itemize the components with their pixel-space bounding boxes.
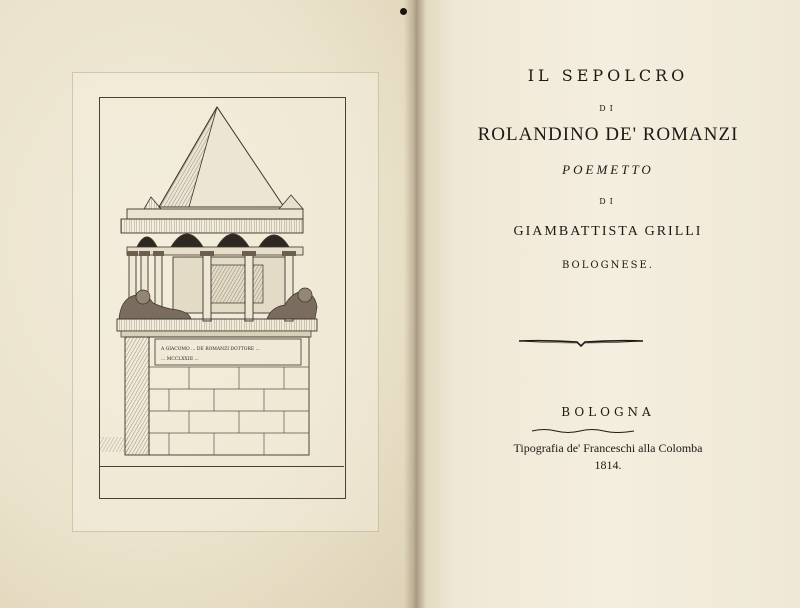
author-name: GIAMBATTISTA GRILLI bbox=[513, 224, 703, 239]
genre-label: POEMETTO bbox=[562, 162, 654, 177]
pin-hole bbox=[400, 8, 407, 15]
author-origin: BOLOGNESE. bbox=[562, 260, 654, 271]
ornamental-rule bbox=[517, 334, 645, 350]
connector-di-2: DI bbox=[599, 197, 617, 206]
imprint-printer: Tipografia de' Franceschi alla Colomba bbox=[513, 441, 703, 455]
right-page-title bbox=[416, 0, 800, 608]
pyramid-roof bbox=[159, 107, 284, 207]
connector-di-1: DI bbox=[599, 104, 617, 113]
inscription-line-2: ... MCCLXXIII ... bbox=[161, 357, 199, 362]
subject-name: ROLANDINO DE' ROMANZI bbox=[477, 124, 739, 145]
imprint-year: 1814. bbox=[594, 458, 622, 472]
book-gutter bbox=[404, 0, 426, 608]
book-title: IL SEPOLCRO bbox=[527, 66, 689, 85]
imprint-city: BOLOGNA bbox=[561, 405, 655, 419]
inscription-line-1: A GIACOMO ... DE ROMANZI DOTTORE ... bbox=[161, 347, 260, 352]
city-underline-ornament bbox=[530, 427, 636, 435]
tomb-engraving bbox=[99, 97, 344, 467]
